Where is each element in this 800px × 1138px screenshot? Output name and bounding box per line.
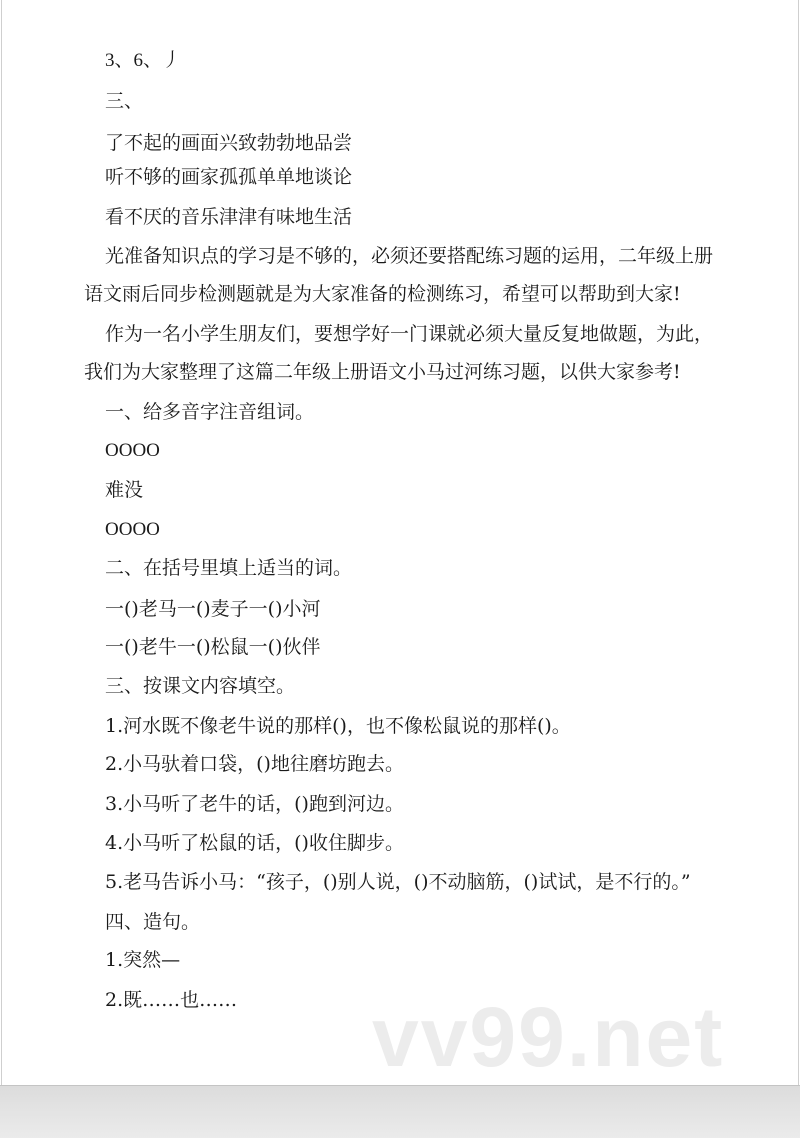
text-line-25: 2.既……也……	[105, 989, 238, 1011]
text-line-9: 我们为大家整理了这篇二年级上册语文小马过河练习题，以供大家参考!	[84, 361, 681, 383]
text-line-5: 看不厌的音乐津津有味地生活	[105, 206, 353, 228]
text-line-21: 4.小马听了松鼠的话，()收住脚步。	[105, 832, 404, 854]
document-page	[1, 0, 799, 1085]
text-line-4: 听不够的画家孤孤单单地谈论	[105, 166, 353, 188]
text-line-17: 三、按课文内容填空。	[105, 675, 296, 697]
text-line-23: 四、造句。	[105, 911, 201, 933]
text-line-2: 三、	[105, 90, 144, 112]
text-line-14: 二、在括号里填上适当的词。	[105, 557, 353, 579]
text-line-6: 光准备知识点的学习是不够的，必须还要搭配练习题的运用，二年级上册	[105, 245, 714, 267]
text-line-13: OOOO	[105, 519, 160, 540]
text-line-12: 难没	[105, 479, 144, 501]
text-line-3: 了不起的画面兴致勃勃地品尝	[105, 132, 353, 154]
text-line-15: 一()老马一()麦子一()小河	[105, 598, 321, 620]
text-line-18: 1.河水既不像老牛说的那样()，也不像松鼠说的那样()。	[105, 715, 571, 737]
text-line-7: 语文雨后同步检测题就是为大家准备的检测练习，希望可以帮助到大家!	[84, 283, 681, 305]
text-line-11: OOOO	[105, 440, 160, 461]
text-line-22: 5.老马告诉小马：“孩子，()别人说，()不动脑筋，()试试，是不行的。”	[105, 871, 691, 893]
text-line-19: 2.小马驮着口袋，()地往磨坊跑去。	[105, 753, 404, 775]
text-line-24: 1.突然—	[105, 949, 181, 971]
text-line-20: 3.小马听了老牛的话，()跑到河边。	[105, 793, 404, 815]
watermark-text: vv99.net	[372, 990, 725, 1084]
viewer-bottom-bar	[0, 1085, 800, 1138]
text-line-16: 一()老牛一()松鼠一()伙伴	[105, 636, 321, 658]
text-line-10: 一、给多音字注音组词。	[105, 401, 315, 423]
text-line-8: 作为一名小学生朋友们，要想学好一门课就必须大量反复地做题，为此，	[105, 323, 714, 345]
text-line-1: 3、6、丿	[105, 50, 182, 71]
